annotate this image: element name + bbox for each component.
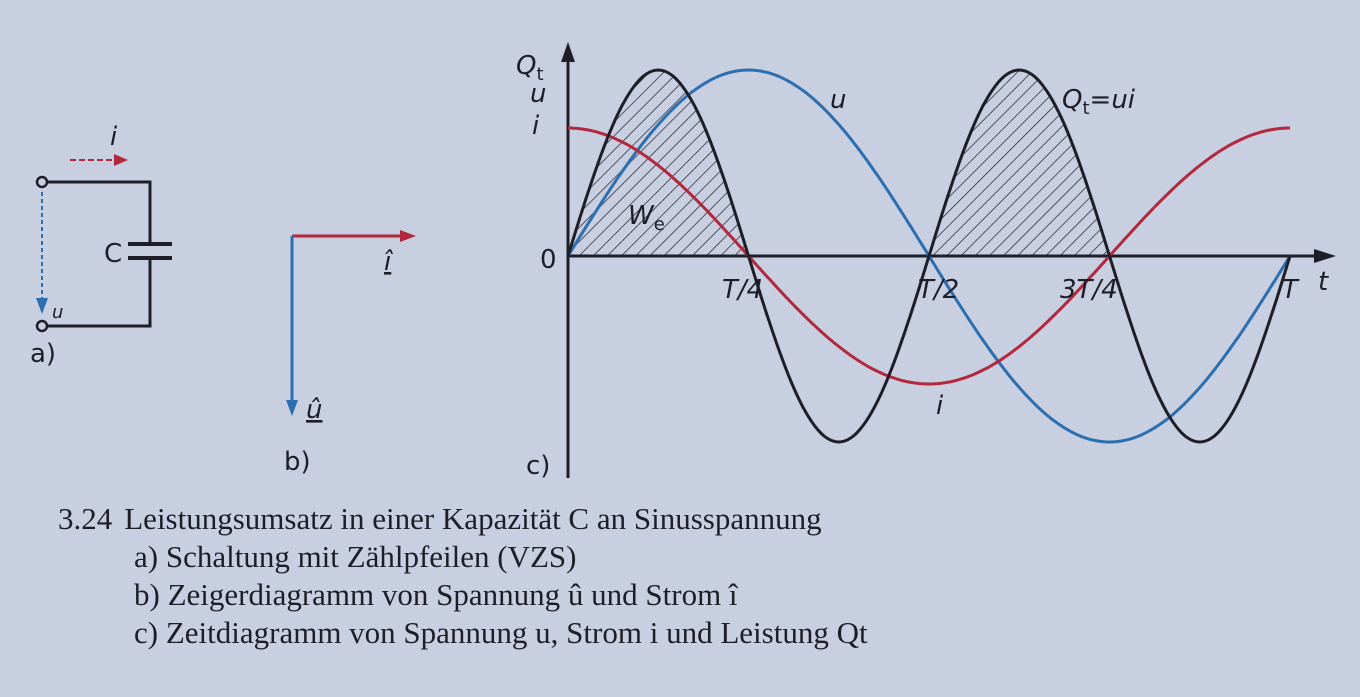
figure-caption — [58, 500, 1318, 652]
curve-label-q: $Q_t=ui$ — [1062, 85, 1136, 119]
panel-a-tag: a) — [30, 339, 57, 369]
caption-line-b: b) Zeigerdiagramm von Spannung û und Strom î — [134, 577, 738, 612]
panel-b-tag: b) — [284, 447, 311, 477]
caption-title-line — [58, 500, 1318, 538]
terminal-top — [37, 177, 47, 187]
current-arrow-head — [114, 154, 128, 166]
y-axis-arrow — [561, 42, 575, 62]
curve-label-u: u — [830, 85, 847, 115]
current-phasor-label: î — [384, 247, 392, 277]
curve-label-i: i — [936, 391, 944, 421]
x-tick-label: 3T/4 — [1060, 275, 1118, 305]
capacitor-label: C — [104, 239, 123, 269]
y-axis-label-u: u — [530, 79, 547, 109]
y-axis-label-q: $Q_t$ — [516, 51, 544, 85]
current-label: i — [110, 122, 118, 152]
x-axis-arrow — [1314, 249, 1336, 263]
caption-line-a: a) Schaltung mit Zählpfeilen (VZS) — [134, 539, 577, 574]
voltage-phasor-label: û — [306, 395, 323, 425]
panel-c-tag: c) — [526, 451, 551, 481]
time-diagram — [516, 42, 1336, 481]
x-axis-label: t — [1318, 267, 1329, 297]
voltage-arrow-head — [36, 298, 48, 314]
x-tick-label: T/4 — [722, 275, 764, 305]
voltage-label: u — [52, 302, 64, 323]
caption-title: Leistungsumsatz in einer Kapazität C an Sinusspannung — [124, 501, 822, 536]
origin-label: 0 — [540, 245, 557, 275]
voltage-phasor-head — [286, 400, 298, 416]
x-tick-label: T — [1282, 275, 1298, 305]
circuit-diagram — [30, 122, 172, 369]
caption-number: 3.24 — [58, 501, 113, 536]
x-tick-label: T/2 — [918, 275, 960, 305]
energy-label: $W_e$ — [628, 201, 665, 235]
y-axis-label-i: i — [532, 111, 540, 141]
caption-line-c: c) Zeitdiagramm von Spannung u, Strom i und Leistung Qt — [134, 615, 868, 650]
terminal-bottom — [37, 321, 47, 331]
phasor-diagram — [284, 230, 416, 477]
wire-top — [47, 182, 150, 242]
current-phasor-head — [400, 230, 416, 242]
